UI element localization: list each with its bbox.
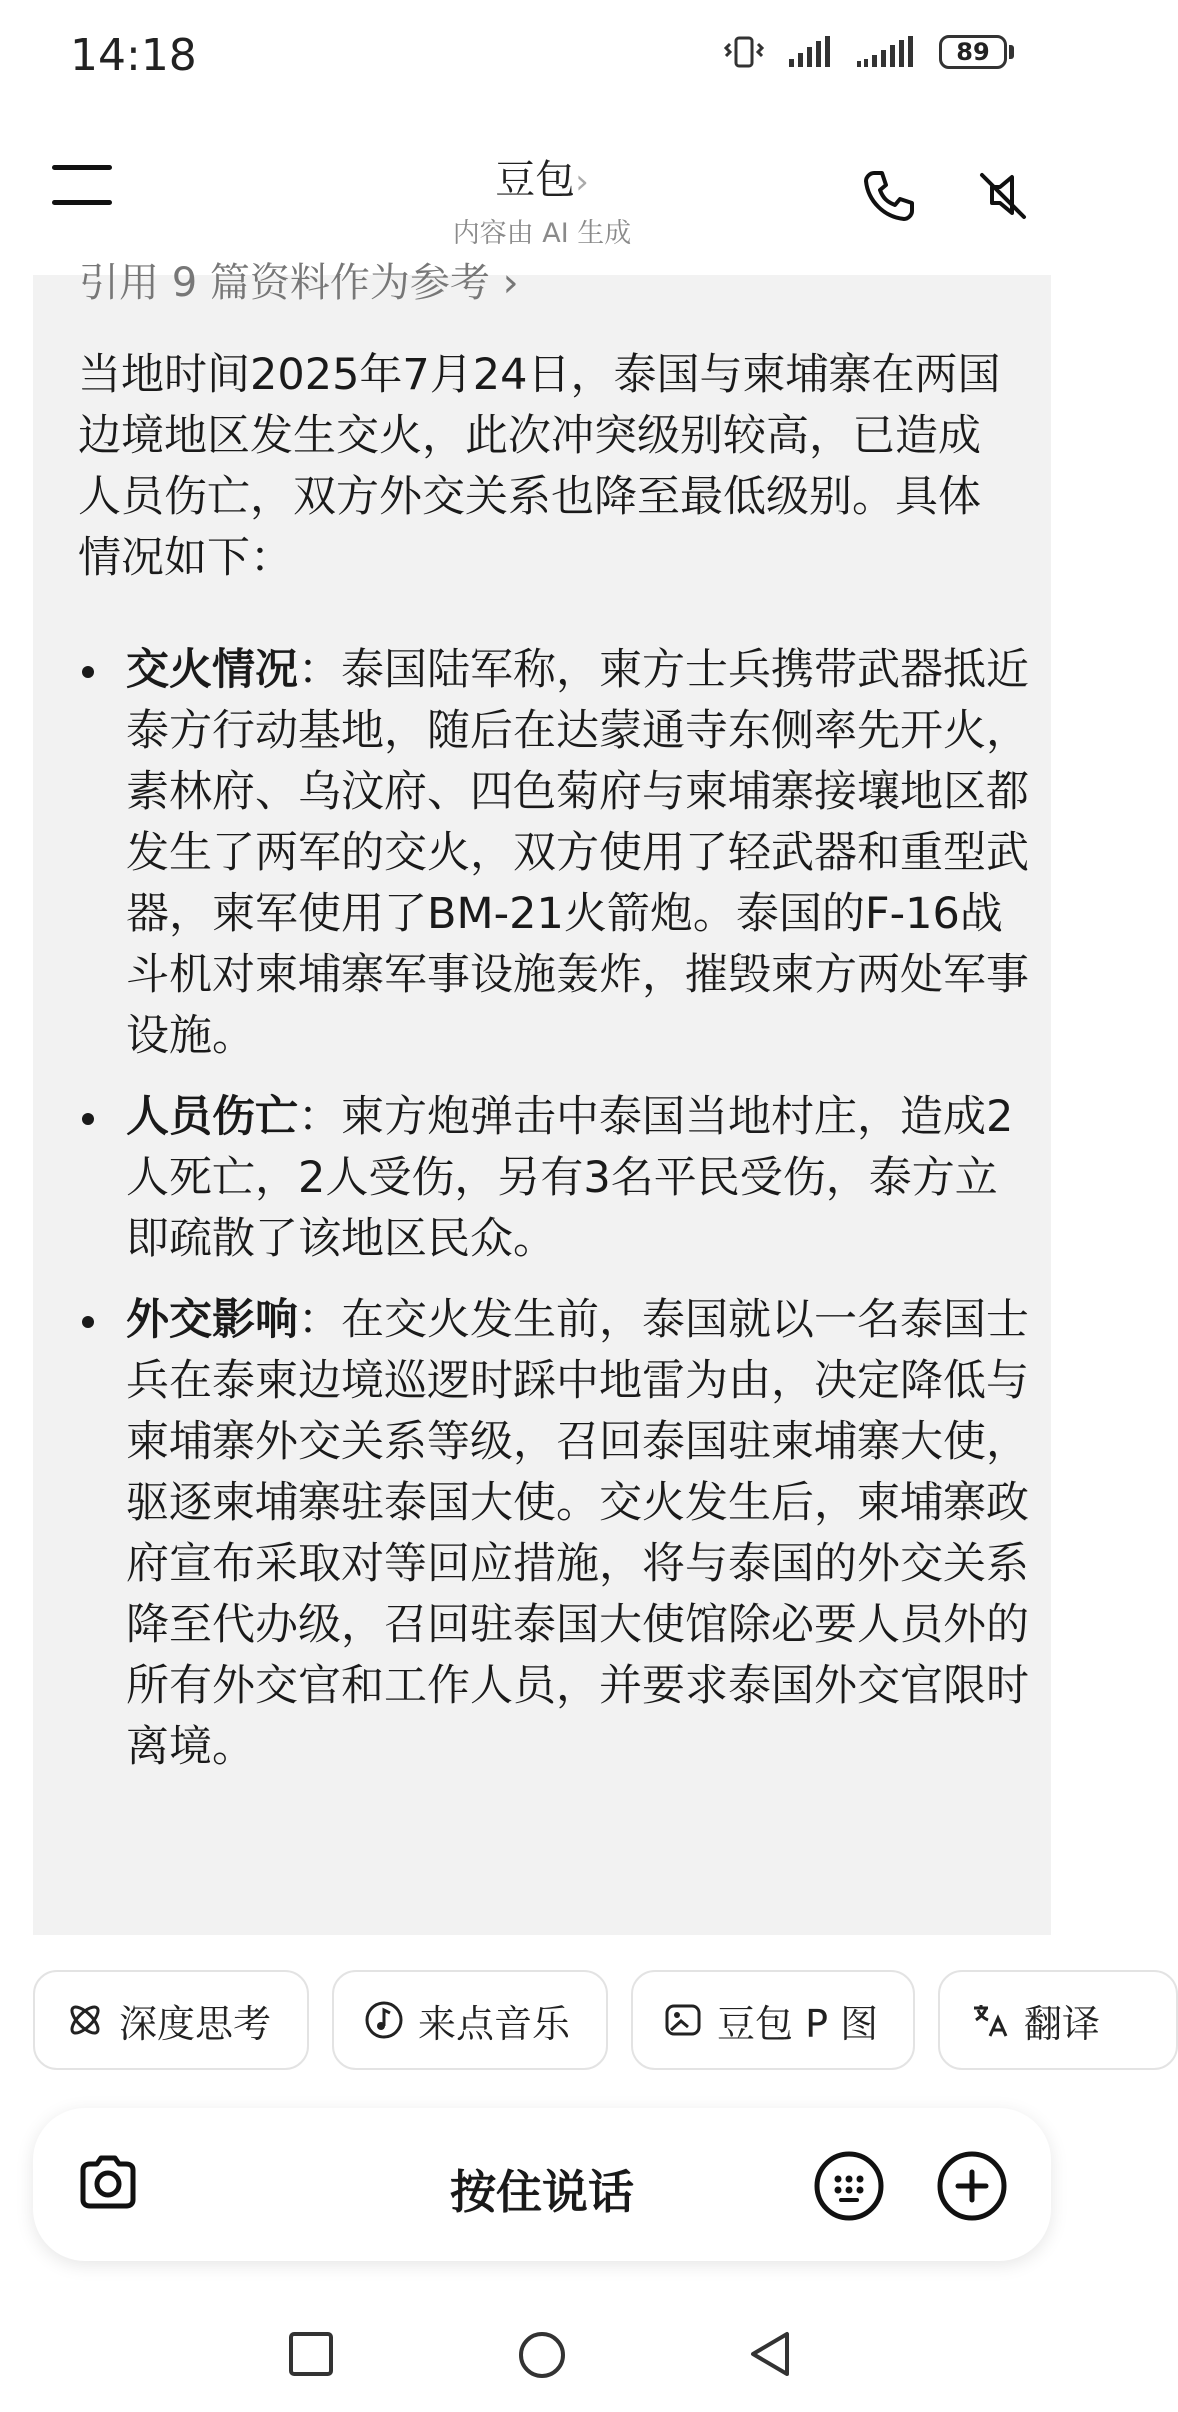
message-bullets [78,640,1033,1798]
keyboard-icon [813,2150,885,2222]
battery-level: 89 [939,35,1007,69]
chip-image-edit[interactable] [631,1970,915,2070]
list-item [78,1290,1033,1778]
quick-actions [33,1970,1101,2075]
input-bar [33,2108,1051,2261]
atom-icon [65,2000,105,2040]
assistant-message [33,260,1051,1935]
bullet-text: ：在交火发生前，泰国就以一名泰国士兵在泰柬边境巡逻时踩中地雷为由，决定降低与柬埔寨外交关系等级，召回泰国驻柬埔寨大使，驱逐柬埔寨驻泰国大使。交火发生后，柬埔寨政府宣布采取对等回应措施，将与泰国的外交关系降至代办级，召回驻泰国大使馆除必要人员外的所有外交官和工作人员，并要求泰国外交官限时离境。 [126,1295,1029,1772]
bullet-text: ：柬方炮弹击中泰国当地村庄，造成2人死亡，2人受伤，另有3名平民受伤，泰方立即疏散了该地区民众。 [126,1092,1014,1264]
bullet-text: ：泰国陆军称，柬方士兵携带武器抵近泰方行动基地，随后在达蒙通寺东侧率先开火，素林府、乌汶府、四色菊府与柬埔寨接壤地区都发生了两军的交火，双方使用了轻武器和重型武器，柬军使用了BM-21火箭炮。泰国的F-16战斗机对柬埔寨军事设施轰炸，摧毁柬方两处军事设施。 [126,645,1029,1061]
chip-label: 来点音乐 [418,2001,571,2046]
home-icon[interactable] [515,2328,569,2382]
keyboard-button[interactable] [813,2150,885,2226]
image-edit-icon [663,2000,703,2040]
references-link[interactable]: 引用 9 篇资料作为参考 › [79,260,519,306]
status-time: 14:18 [70,30,197,81]
battery-icon [939,35,1014,69]
back-icon[interactable] [745,2328,797,2380]
status-bar [0,0,1084,110]
bullet-heading: 外交影响 [126,1295,298,1345]
signal-2-icon [855,35,917,69]
chip-translate[interactable] [938,1970,1178,2070]
list-item [78,640,1033,1067]
add-button[interactable] [936,2150,1008,2226]
speaker-mute-icon [972,165,1032,225]
bullet-heading: 人员伤亡 [126,1092,298,1142]
chip-music[interactable] [332,1970,608,2070]
music-icon [364,2000,404,2040]
status-icons [723,34,1014,70]
chevron-right-icon: › [575,162,589,202]
call-button[interactable] [858,165,918,225]
message-intro: 当地时间2025年7月24日，泰国与柬埔寨在两国边境地区发生交火，此次冲突级别较高，已造成人员伤亡，双方外交关系也降至最低级别。具体情况如下： [78,350,1001,583]
hold-to-talk-button[interactable]: 按住说话 [450,2165,634,2219]
recent-apps-icon[interactable] [285,2328,337,2380]
chip-label: 豆包 P 图 [717,2001,879,2046]
bullet-heading: 交火情况 [126,645,298,695]
mute-button[interactable] [972,165,1032,225]
chip-deep-thinking[interactable] [33,1970,309,2070]
vibrate-icon [723,34,765,70]
translate-icon [970,2000,1010,2040]
list-item [78,1087,1033,1270]
ai-generated-notice: 内容由 AI 生成 [452,218,632,249]
system-nav-bar [0,2300,1084,2412]
phone-icon [858,165,918,225]
page-title: 豆包 [495,157,576,203]
signal-icon [787,35,833,69]
chip-label: 深度思考 [119,2001,272,2046]
title-block[interactable] [0,148,1084,250]
plus-icon [936,2150,1008,2222]
chip-label: 翻译 [1024,2001,1101,2046]
